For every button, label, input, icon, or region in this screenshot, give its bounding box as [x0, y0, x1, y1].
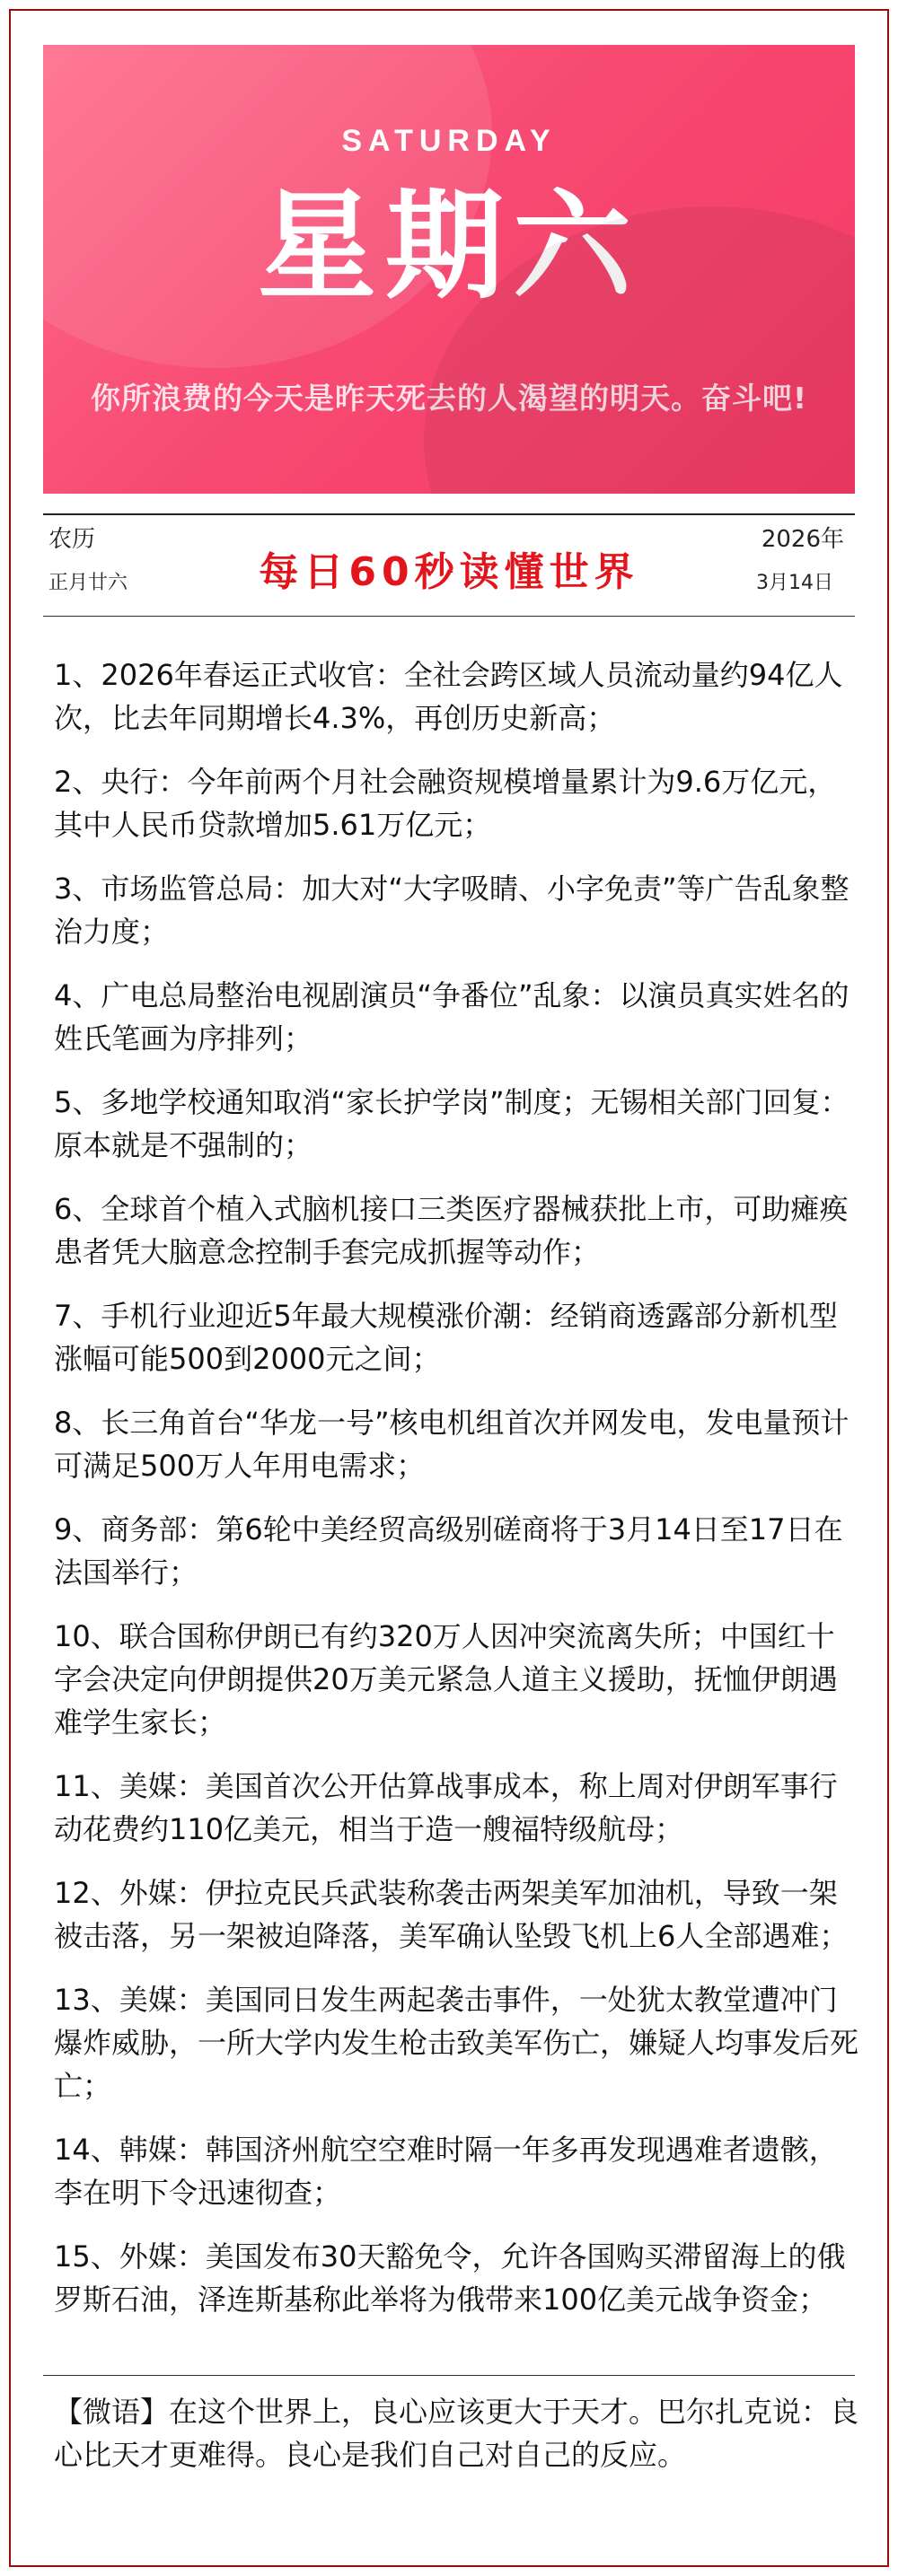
- news-list: [54, 653, 862, 2342]
- news-item: 8、长三角首台“华龙一号”核电机组首次并网发电，发电量预计可满足500万人年用电需求；: [54, 1406, 850, 1483]
- year-label: 2026年: [761, 526, 844, 553]
- dateline-divider: [43, 616, 855, 617]
- news-item: 4、广电总局整治电视剧演员“争番位”乱象：以演员真实姓名的姓氏笔画为序排列；: [54, 978, 850, 1056]
- news-item: 14、韩媒：韩国济州航空空难时隔一年多再发现遇难者遗骸，李在明下令迅速彻查；: [54, 2133, 838, 2210]
- news-item: 3、市场监管总局：加大对“大字吸睛、小字免责”等广告乱象整治力度；: [54, 872, 850, 949]
- news-item: 12、外媒：伊拉克民兵武装称袭击两架美军加油机，导致一架被击落，另一架被迫降落，美军确认坠毁飞机上6人全部遇难；: [54, 1876, 849, 1953]
- news-item: 9、商务部：第6轮中美经贸高级别磋商将于3月14日至17日在法国举行；: [54, 1512, 843, 1590]
- motto-text: 你所浪费的今天是昨天死去的人渴望的明天。奋斗吧!: [90, 381, 808, 416]
- news-item: 10、联合国称伊朗已有约320万人因冲突流离失所；中国红十字会决定向伊朗提供20万美元紧急人道主义援助，抚恤伊朗遇难学生家长；: [54, 1619, 838, 1739]
- date-label: 3月14日: [756, 572, 833, 594]
- news-item: 11、美媒：美国首次公开估算战事成本，称上周对伊朗军事行动花费约110亿美元，相当于造一艘福特级航母；: [54, 1769, 838, 1846]
- daily-quote: 【微语】在这个世界上，良心应该更大于天才。巴尔扎克说：良心比天才更难得。良心是我们自己对自己的反应。: [54, 2395, 859, 2472]
- news-item: 6、全球首个植入式脑机接口三类医疗器械获批上市，可助瘫痪患者凭大脑意念控制手套完成抓握等动作；: [54, 1192, 849, 1269]
- news-item: 2、央行：今年前两个月社会融资规模增量累计为9.6万亿元，其中人民币贷款增加5.61万亿元；: [54, 765, 837, 842]
- lunar-date: 正月廿六: [48, 572, 128, 594]
- weekday-banner: [43, 45, 855, 494]
- weekday-chinese: 星期六: [258, 177, 640, 316]
- news-item: 5、多地学校通知取消“家长护学岗”制度；无锡相关部门回复：原本就是不强制的；: [54, 1085, 850, 1162]
- page-title: 每日60秒读懂世界: [259, 549, 639, 595]
- quote-divider: [43, 2375, 855, 2376]
- news-item: 15、外媒：美国发布30天豁免令，允许各国购买滞留海上的俄罗斯石油，泽连斯基称此举将为俄带来100亿美元战争资金；: [54, 2239, 846, 2317]
- weekday-english: SATURDAY: [341, 124, 557, 158]
- news-item: 7、手机行业迎近5年最大规模涨价潮：经销商透露部分新机型涨幅可能500到2000元之间；: [54, 1299, 838, 1376]
- top-divider: [43, 513, 855, 515]
- news-item: 1、2026年春运正式收官：全社会跨区域人员流动量约94亿人次，比去年同期增长4.3%，再创历史新高；: [54, 658, 843, 735]
- news-item: 13、美媒：美国同日发生两起袭击事件，一处犹太教堂遭冲门爆炸威胁，一所大学内发生枪击致美军伤亡，嫌疑人均事发后死亡；: [54, 1983, 859, 2103]
- lunar-label: 农历: [48, 526, 96, 553]
